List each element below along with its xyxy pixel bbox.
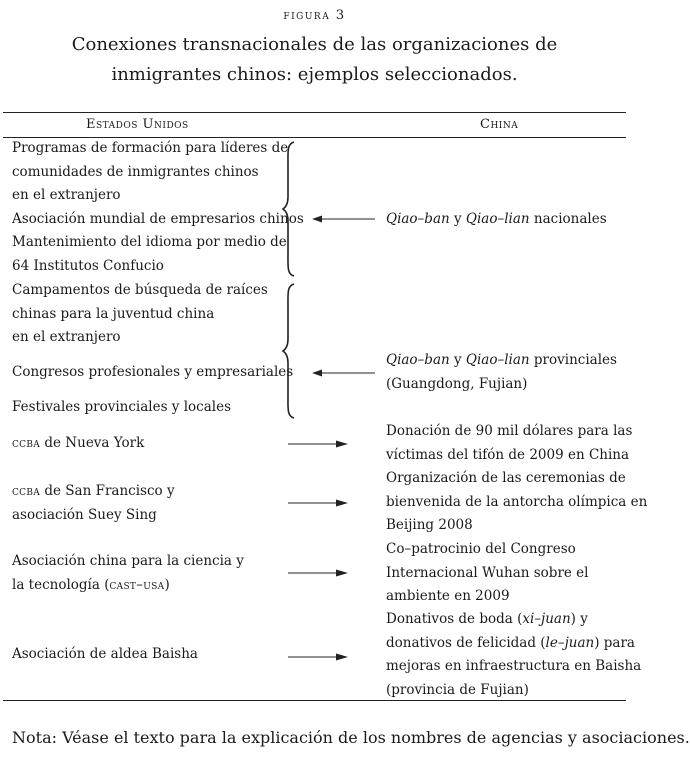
group1-line: Mantenimiento del idioma por medio de [12,234,287,250]
figure-title-line2: inmigrantes chinos: ejemplos seleccionados. [111,64,518,85]
group2-line: en el extranjero [12,329,121,345]
group2-line: Congresos profesionales y empresariales [12,364,294,380]
column-header-china: China [480,117,519,132]
row-ccba-sf-left: ccba de San Francisco y asociación Suey Sing [12,483,175,523]
group1-line: comunidades de inmigrantes chinos [12,163,259,180]
table-top-rule [3,112,626,113]
table-bottom-rule [3,700,626,701]
row-ccba-sf-arrow-right-icon [288,497,348,509]
row-ccba-ny-left: ccba de Nueva York [12,435,145,451]
group2-line: chinas para la juventud china [12,305,215,322]
row-ccba-ny-right: Donación de 90 mil dólares para las víctimas del tifón de 2009 en China [386,423,633,463]
row-ccba-ny-arrow-right-icon [288,438,348,450]
group1-left-text [12,137,304,278]
group1-right-text: Qiao–ban y Qiao–lian nacionales [386,211,607,227]
group1-arrow-left-icon [312,213,376,225]
group2-left-text-a [12,279,268,350]
group2-line: Campamentos de búsqueda de raíces [12,282,268,298]
row-baisha-right: Donativos de boda (xi–juan) y donativos de felicidad (le–juan) para mejoras en infraestructura en Baisha (provincia de Fujian) [386,611,642,698]
figure-title-line1: Conexiones transnacionales de las organizaciones de [71,34,558,55]
row-cast-usa-left: Asociación china para la ciencia y la tecnología (cast–usa) [12,553,244,593]
group1-brace [282,141,298,277]
row-baisha-left: Asociación de aldea Baisha [12,646,198,662]
figure-label: figura 3 [283,8,346,23]
row-baisha-arrow-right-icon [288,651,348,663]
group2-arrow-left-icon [312,367,376,379]
group1-line: Programas de formación para líderes de [12,140,289,156]
group2-brace [282,283,298,419]
group1-line: Asociación mundial de empresarios chinos [12,210,304,227]
row-ccba-sf-right: Organización de las ceremonias de bienvenida de la antorcha olímpica en Beijing 2008 [386,470,648,533]
footnote: Nota: Véase el texto para la explicación de los nombres de agencias y asociaciones. [12,728,690,747]
group1-line: 64 Institutos Confucio [12,257,164,274]
group1-line: en el extranjero [12,187,121,203]
column-header-estados-unidos: Estados Unidos [86,117,189,132]
group2-line: Festivales provinciales y locales [12,399,232,415]
group2-right-text: Qiao–ban y Qiao–lian provinciales (Guangdong, Fujian) [386,352,617,392]
row-cast-usa-arrow-right-icon [288,567,348,579]
row-cast-usa-right: Co–patrocinio del Congreso Internacional Wuhan sobre el ambiente en 2009 [386,541,589,604]
